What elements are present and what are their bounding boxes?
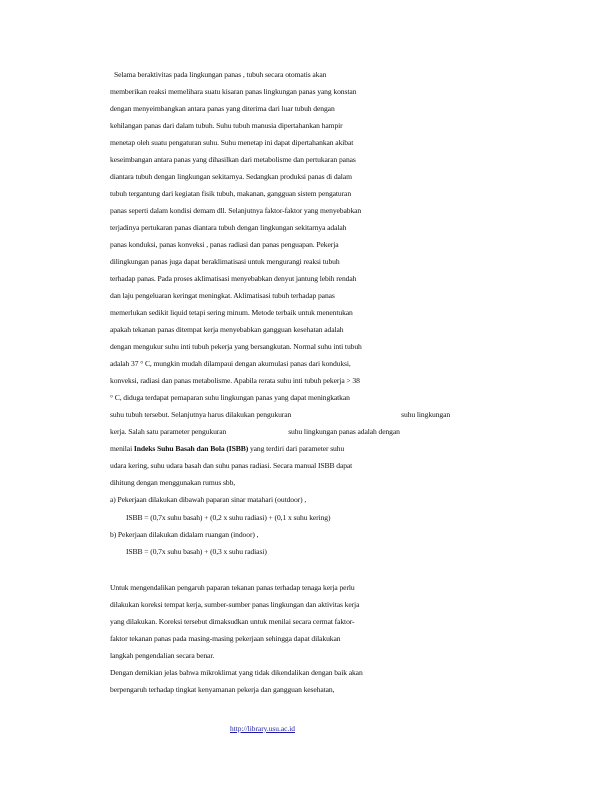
text-line: adalah 37 ° C, mungkin mudah dilampaui dengan akumulasi panas dari konduksi, — [110, 359, 351, 368]
text-line — [110, 410, 450, 420]
text-line: konveksi, radiasi dan panas metabolisme. Apabila rerata suhu inti tubuh pekerja > 38 — [110, 376, 360, 385]
text-line: keseimbangan antara panas yang dihasilkan dari metabolisme dan pertukaran panas — [110, 155, 356, 164]
text-line: apakah tekanan panas ditempat kerja menyebabkan gangguan kesehatan adalah — [110, 325, 344, 334]
text-line: kehilangan panas dari dalam tubuh. Suhu tubuh manusia dipertahankan hampir — [110, 121, 343, 130]
text-segment: menilai — [110, 444, 134, 453]
text-line: memberikan reaksi memelihara suatu kisaran panas lingkungan panas yang konstan — [110, 87, 357, 96]
text-line: dan laju pengeluaran keringat meningkat. Aklimatisasi tubuh terhadap panas — [110, 291, 335, 300]
text-line: dilingkungan panas juga dapat beraklimatisasi untuk mengurangi reaksi tubuh — [110, 257, 340, 266]
text-line: yang dilakukan. Koreksi tersebut dimaksudkan untuk menilai secara cermat faktor- — [110, 617, 355, 626]
text-line: ° C, diduga terdapat pemaparan suhu lingkungan panas yang dapat meningkatkan — [110, 393, 350, 402]
text-line: udara kering, suhu udara basah dan suhu panas radiasi. Secara manual ISBB dapat — [110, 461, 353, 470]
text-line — [110, 444, 344, 454]
text-line: panas konduksi, panas konveksi , panas radiasi dan panas penguapan. Pekerja — [110, 240, 339, 249]
text-line: berpengaruh terhadap tingkat kenyamanan pekerja dan gangguan kesehatan, — [110, 685, 335, 694]
text-line: Dengan demikian jelas bahwa mikroklimat yang tidak dikendalikan dengan baik akan — [110, 668, 363, 677]
text-line: diantara tubuh dengan lingkungan sekitarnya. Sedangkan produksi panas di dalam — [110, 172, 352, 181]
text-segment: suhu lingkungan — [401, 410, 451, 419]
text-line — [110, 427, 400, 437]
text-segment: kerja. Salah satu parameter pengukuran — [110, 427, 227, 436]
text-line: memerlukan sedikit liquid tetapi sering minum. Metode terbaik untuk menentukan — [110, 308, 353, 317]
text-segment: suhu lingkungan panas adalah dengan — [288, 427, 400, 436]
text-line: Selama beraktivitas pada lingkungan panas , tubuh secara otomatis akan — [114, 70, 327, 79]
text-line: faktor tekanan panas pada masing-masing pekerjaan sehingga dapat dilakukan — [110, 634, 341, 643]
formula-a: ISBB = (0,7x suhu basah) + (0,2 x suhu radiasi) + (0,1 x suhu kering) — [126, 513, 331, 522]
text-line: menetap oleh suatu pengaturan suhu. Suhu menetap ini dapat dipertahankan akibat — [110, 138, 354, 147]
text-line: Untuk mengendalikan pengaruh paparan tekanan panas terhadap tenaga kerja perlu — [110, 583, 355, 592]
formula-a-label: a) Pekerjaan dilakukan dibawah paparan sinar matahari (outdoor) , — [110, 495, 307, 504]
text-line: dengan menyeimbangkan antara panas yang diterima dari luar tubuh dengan — [110, 104, 335, 113]
text-segment: suhu tubuh tersebut. Selanjutnya harus dilakukan pengukuran — [110, 410, 292, 419]
text-line: panas seperti dalam kondisi demam dll. Selanjutnya faktor-faktor yang menyebabkan — [110, 206, 362, 215]
formula-b: ISBB = (0,7x suhu basah) + (0,3 x suhu radiasi) — [126, 547, 267, 556]
text-segment: yang terdiri dari parameter suhu — [248, 444, 345, 453]
text-line: terhadap panas. Pada proses aklimatisasi menyebabkan denyut jantung lebih rendah — [110, 274, 357, 283]
isbb-term: Indeks Suhu Basah dan Bola (ISBB) — [133, 444, 249, 453]
formula-b-label: b) Pekerjaan dilakukan didalam ruangan (indoor) , — [110, 530, 259, 539]
text-line: tubuh tergantung dari kegiatan fisik tubuh, makanan, gangguan sistem pengaturan — [110, 189, 352, 198]
text-line: terjadinya pertukaran panas diantara tubuh dengan lingkungan sekitarnya adalah — [110, 223, 347, 232]
text-line: dengan mengukur suhu inti tubuh pekerja yang bersangkutan. Normal suhu inti tubuh — [110, 342, 362, 351]
text-line: dihitung dengan menggunakan rumus sbb, — [110, 478, 236, 487]
library-link[interactable]: http://library.usu.ac.id — [230, 724, 295, 733]
text-line: dilakukan koreksi tempat kerja, sumber-sumber panas lingkungan dan aktivitas kerja — [110, 600, 360, 609]
text-line: langkah pengendalian secara benar. — [110, 651, 215, 660]
